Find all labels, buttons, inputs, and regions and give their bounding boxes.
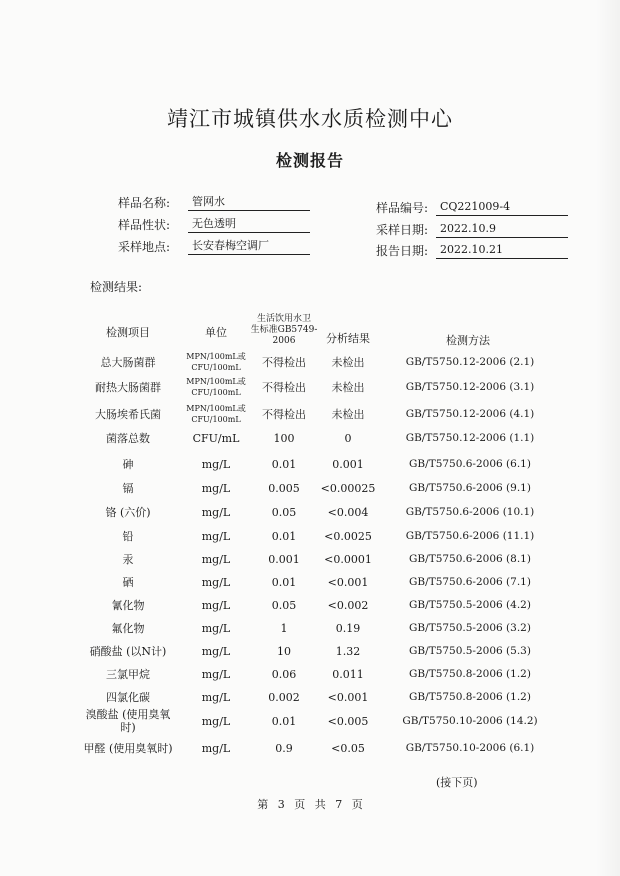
item-name: 溴酸盐 (使用臭氧时) [85,708,171,734]
item-method: GB/T5750.6-2006 (8.1) [409,553,531,565]
table-row [78,709,558,733]
header-standard-line1: 生活饮用水卫 [256,314,311,324]
item-method: GB/T5750.10-2006 (6.1) [405,742,535,754]
item-unit: mg/L [201,552,231,566]
header-standard-line3: 2006 [272,336,296,346]
item-standard: 1 [280,621,288,635]
item-name: 菌落总数 [106,431,150,445]
sample-trait-label: 样品性状: [118,218,171,232]
report-date-value: 2022.10.21 [436,243,568,259]
item-unit: mg/L [201,481,231,495]
item-standard: 0.01 [271,457,297,471]
item-method: GB/T5750.6-2006 (11.1) [405,530,535,542]
item-method: GB/T5750.6-2006 (10.1) [405,506,535,518]
item-result: 0 [344,431,352,445]
item-standard: 0.01 [271,575,297,589]
item-result: <0.0001 [324,552,372,566]
report-date-label: 报告日期: [376,244,429,258]
report-title: 检测报告 [275,151,344,170]
item-unit: mg/L [201,529,231,543]
item-name: 铅 [122,529,134,543]
item-method: GB/T5750.10-2006 (14.2) [402,715,538,727]
item-result: 0.011 [332,667,364,681]
sample-name-value: 管网水 [188,195,310,211]
item-standard: 0.002 [268,690,300,704]
table-row [78,736,558,760]
item-name: 甲醛 (使用臭氧时) [83,741,173,755]
header-standard-line2: 生标准GB5749- [250,325,318,335]
item-unit: mg/L [201,457,231,471]
sample-location-label: 采样地点: [118,240,171,254]
sample-date-value: 2022.10.9 [436,222,568,238]
table-row [78,402,558,426]
item-result: <0.05 [331,741,365,755]
table-row [78,593,558,617]
item-result: 1.32 [335,644,361,658]
item-standard: 10 [277,644,291,658]
item-name: 铬 (六价) [105,505,151,519]
item-result: 未检出 [331,381,365,394]
item-standard: 0.05 [271,598,297,612]
organization-title: 靖江市城镇供水水质检测中心 [167,107,453,131]
table-row [78,547,558,571]
item-name: 氟化物 [111,621,145,635]
table-row [78,616,558,640]
item-unit: mg/L [201,741,231,755]
item-unit: mg/L [201,621,231,635]
sample-trait-value: 无色透明 [188,217,310,233]
item-unit: mg/L [201,575,231,589]
item-result: <0.0025 [324,529,372,543]
item-name: 耐热大肠菌群 [95,380,161,394]
sample-date-label: 采样日期: [376,223,429,237]
table-row [78,452,558,476]
table-row [78,685,558,709]
item-result: 0.001 [332,457,364,471]
item-standard: 100 [273,431,295,445]
table-row [78,524,558,548]
item-standard: 不得检出 [262,356,306,369]
item-name: 汞 [122,552,134,566]
item-method: GB/T5750.8-2006 (1.2) [409,668,531,680]
table-row [78,350,558,374]
table-row [78,500,558,524]
item-unit: mg/L [201,505,231,519]
item-unit: mg/L [201,644,231,658]
item-standard: 0.01 [271,529,297,543]
item-result: <0.002 [327,598,369,612]
item-unit: MPN/100mL或CFU/100mL [186,377,246,397]
table-row [78,570,558,594]
item-method: GB/T5750.12-2006 (1.1) [405,432,535,444]
item-standard: 0.9 [275,741,293,755]
item-method: GB/T5750.6-2006 (9.1) [409,482,531,494]
item-unit: mg/L [201,598,231,612]
table-row [78,476,558,500]
item-result: <0.004 [327,505,369,519]
item-result: <0.005 [327,714,369,728]
item-name: 三氯甲烷 [106,667,150,681]
item-unit: MPN/100mL或CFU/100mL [186,352,246,372]
item-method: GB/T5750.12-2006 (4.1) [405,408,535,420]
sample-name-label: 样品名称: [118,196,171,210]
table-row [78,375,558,399]
item-unit: CFU/mL [192,431,240,445]
item-name: 砷 [122,457,134,471]
scan-shadow [596,0,620,876]
header-method: 检测方法 [446,334,490,347]
item-unit: mg/L [201,667,231,681]
item-standard: 0.05 [271,505,297,519]
item-standard: 不得检出 [262,381,306,394]
header-unit: 单位 [205,326,227,339]
item-unit: MPN/100mL或CFU/100mL [186,404,246,424]
item-name: 硒 [122,575,134,589]
sample-id-label: 样品编号: [376,201,429,215]
item-method: GB/T5750.6-2006 (6.1) [409,458,531,470]
item-method: GB/T5750.5-2006 (4.2) [409,599,531,611]
item-method: GB/T5750.6-2006 (7.1) [409,576,531,588]
item-standard: 0.01 [271,714,297,728]
item-unit: mg/L [201,690,231,704]
item-result: <0.001 [327,575,369,589]
page-number: 第 3 页 共 7 页 [257,798,363,811]
sample-location-value: 长安春梅空调厂 [188,239,310,255]
results-section-label: 检测结果: [90,280,143,294]
item-standard: 不得检出 [262,408,306,421]
item-name: 四氯化碳 [106,690,150,704]
item-method: GB/T5750.5-2006 (3.2) [409,622,531,634]
item-result: 未检出 [331,408,365,421]
table-row [78,426,558,450]
item-method: GB/T5750.12-2006 (3.1) [405,381,535,393]
sample-id-value: CQ221009-4 [436,200,568,216]
item-result: <0.00025 [320,481,376,495]
item-unit: mg/L [201,714,231,728]
item-method: GB/T5750.5-2006 (5.3) [409,645,531,657]
item-standard: 0.001 [268,552,300,566]
continued-note: (接下页) [436,776,478,789]
item-result: <0.001 [327,690,369,704]
table-row [78,639,558,663]
header-item: 检测项目 [106,326,150,339]
item-name: 镉 [122,481,134,495]
item-name: 氰化物 [111,598,145,612]
item-result: 0.19 [335,621,361,635]
item-name: 总大肠菌群 [100,355,156,369]
item-standard: 0.06 [271,667,297,681]
item-method: GB/T5750.8-2006 (1.2) [409,691,531,703]
header-result: 分析结果 [326,332,370,345]
item-name: 大肠埃希氏菌 [95,407,161,421]
item-name: 硝酸盐 (以N计) [89,644,167,658]
item-result: 未检出 [331,356,365,369]
item-standard: 0.005 [268,481,300,495]
item-method: GB/T5750.12-2006 (2.1) [405,356,535,368]
table-row [78,662,558,686]
